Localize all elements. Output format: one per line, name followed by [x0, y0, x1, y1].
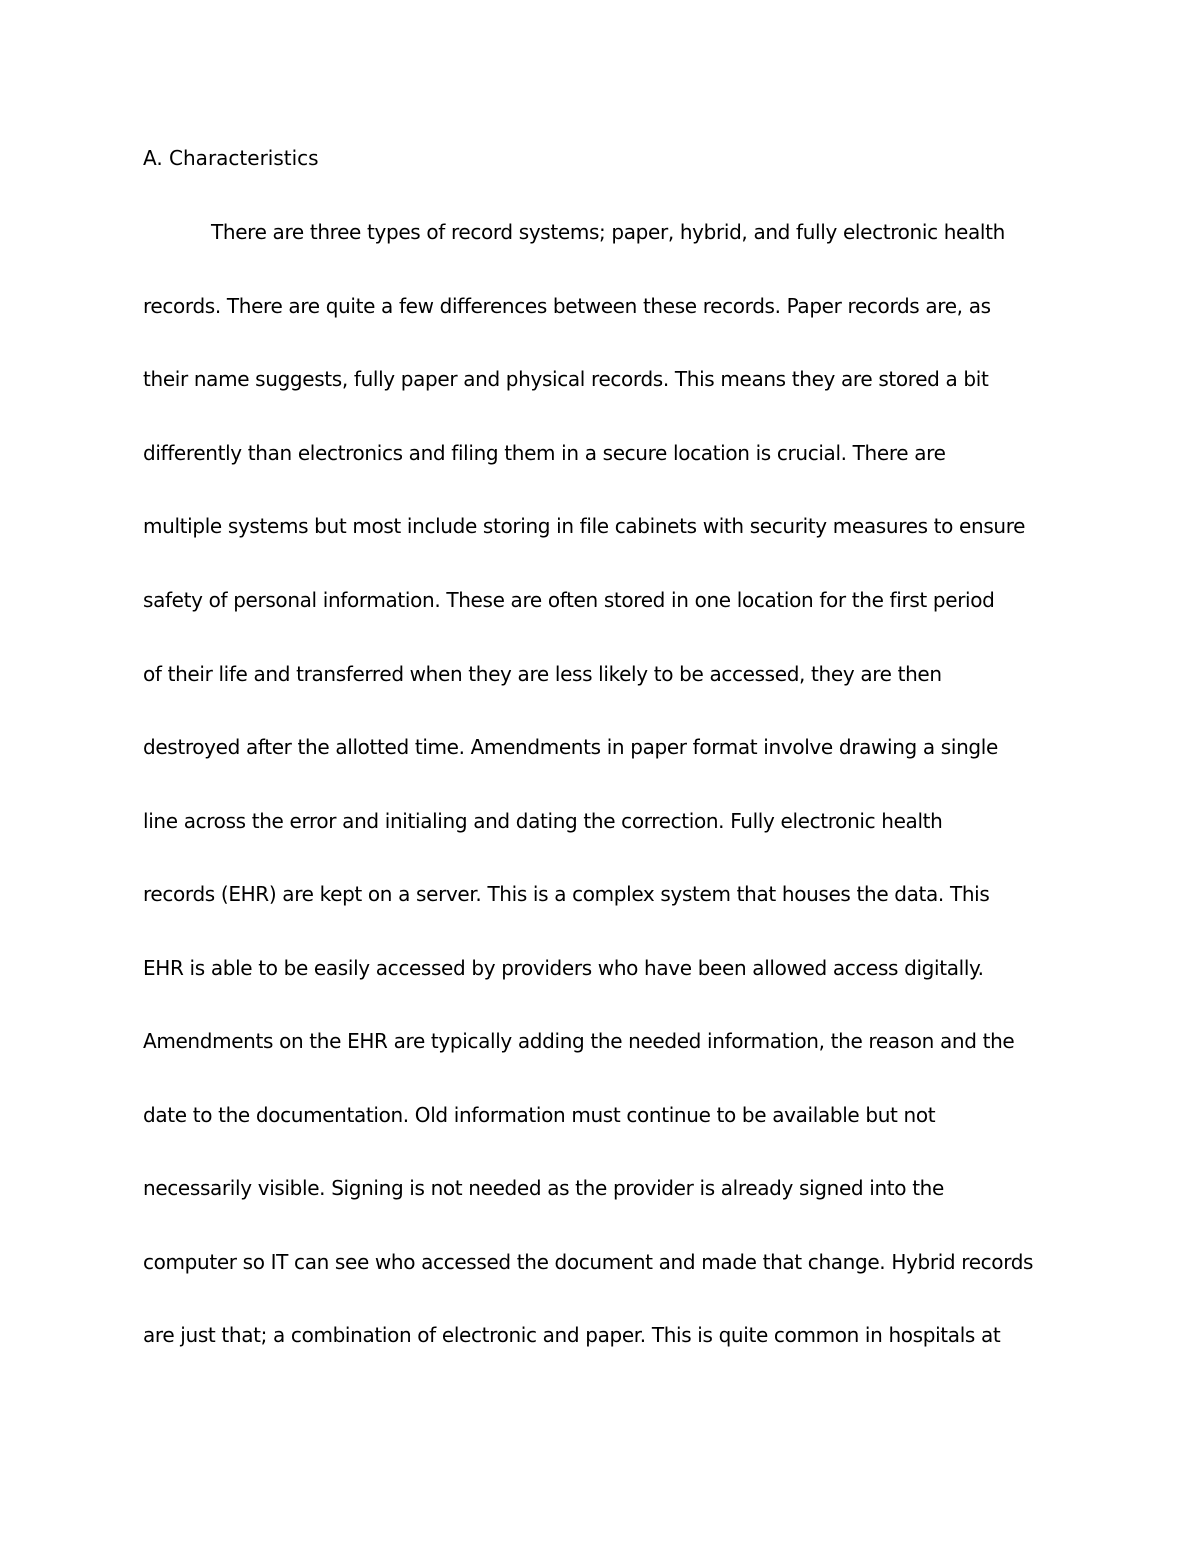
paragraph-line: necessarily visible. Signing is not needed as the provider is already signed into the — [143, 1176, 944, 1200]
paragraph-line: destroyed after the allotted time. Amendments in paper format involve drawing a single — [143, 735, 998, 759]
paragraph-line: records (EHR) are kept on a server. This is a complex system that houses the data. This — [143, 882, 990, 906]
paragraph-line: EHR is able to be easily accessed by providers who have been allowed access digitally. — [143, 956, 984, 980]
paragraph-line: their name suggests, fully paper and physical records. This means they are stored a bit — [143, 367, 989, 391]
paragraph-line: of their life and transferred when they are less likely to be accessed, they are then — [143, 662, 942, 686]
paragraph-line: safety of personal information. These are often stored in one location for the first period — [143, 588, 995, 612]
paragraph-line: differently than electronics and filing them in a secure location is crucial. There are — [143, 441, 946, 465]
paragraph-line: records. There are quite a few differences between these records. Paper records are, as — [143, 294, 991, 318]
paragraph-line: are just that; a combination of electronic and paper. This is quite common in hospitals at — [143, 1323, 1001, 1347]
paragraph-line: multiple systems but most include storing in file cabinets with security measures to ensure — [143, 514, 1026, 538]
paragraph-line: date to the documentation. Old information must continue to be available but not — [143, 1103, 936, 1127]
paragraph-line: There are three types of record systems; paper, hybrid, and fully electronic health — [211, 220, 1005, 244]
paragraph-line: Amendments on the EHR are typically adding the needed information, the reason and the — [143, 1029, 1015, 1053]
paragraph-line: line across the error and initialing and dating the correction. Fully electronic health — [143, 809, 943, 833]
section-heading: A. Characteristics — [143, 146, 319, 170]
paragraph-line: computer so IT can see who accessed the document and made that change. Hybrid records — [143, 1250, 1034, 1274]
